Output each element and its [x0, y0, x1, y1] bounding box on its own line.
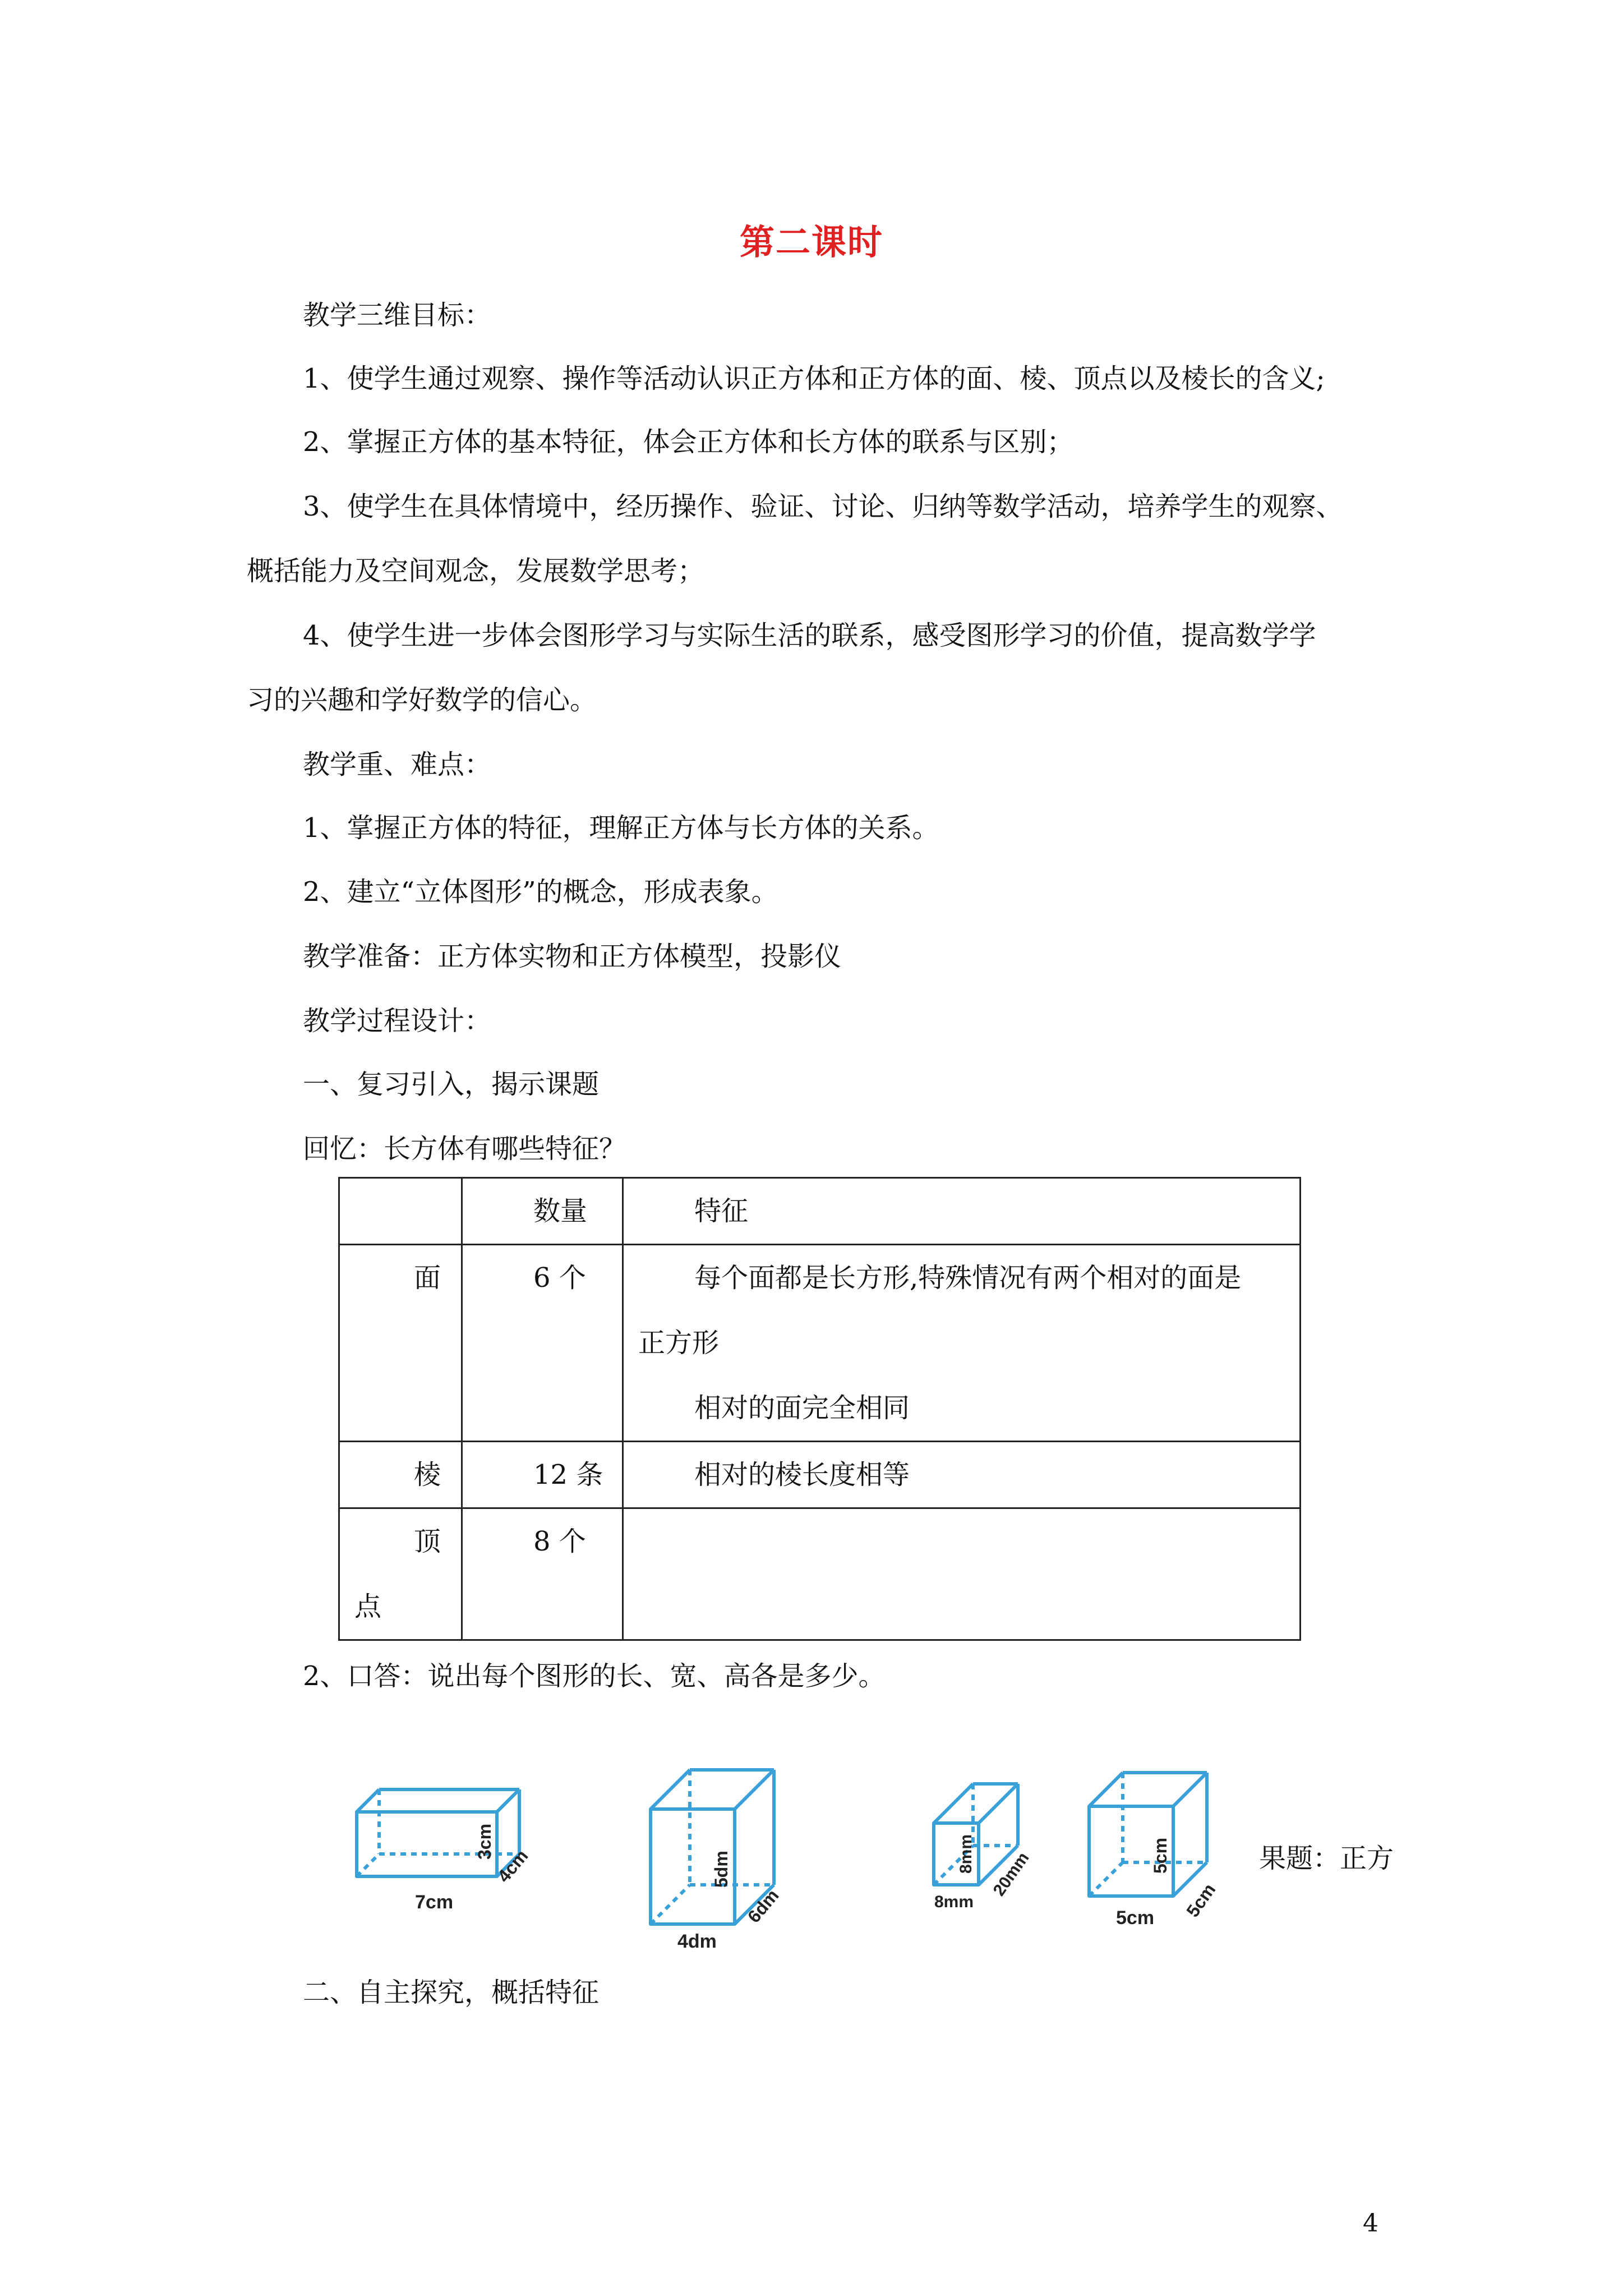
dimension-label: 5dm — [711, 1851, 731, 1888]
dimension-label: 5cm — [1150, 1837, 1170, 1874]
dimension-label: 20mm — [989, 1849, 1033, 1900]
process-heading: 教学过程设计： — [303, 1005, 492, 1037]
recall-question: 回忆：长方体有哪些特征？ — [303, 1133, 626, 1165]
oral-question: 2、口答：说出每个图形的长、宽、高各是多少。 — [303, 1660, 886, 1692]
goal-item: 4、使学生进一步体会图形学习与实际生活的联系，感受图形学习的价值，提高数学学 — [303, 620, 1316, 651]
dimension-label: 5cm — [1116, 1907, 1155, 1929]
cuboid-figure-1 — [357, 1789, 519, 1876]
table-cell-item: 面 — [339, 1245, 462, 1442]
table-row — [339, 1442, 1301, 1508]
goal-item-continued: 概括能力及空间观念，发展数学思考； — [247, 555, 705, 587]
table-cell-item: 顶 点 — [339, 1508, 462, 1640]
table-header-row — [339, 1178, 1301, 1245]
table-cell-count: 12 条 — [462, 1442, 623, 1508]
table-cell-count: 6 个 — [462, 1245, 623, 1442]
table-row — [339, 1245, 1301, 1442]
section-heading: 二、自主探究，概括特征 — [303, 1977, 600, 2008]
goal-item: 2、掌握正方体的基本特征，体会正方体和长方体的联系与区别； — [303, 426, 1074, 458]
dimension-label: 3cm — [474, 1823, 495, 1860]
table-cell-features — [623, 1508, 1301, 1640]
dimension-label: 4cm — [493, 1846, 532, 1887]
table-cell-features: 每个面都是长方形,特殊情况有两个相对的面是 正方形 相对的面完全相同 — [623, 1245, 1301, 1442]
dimension-label: 6dm — [743, 1885, 783, 1927]
table-row — [339, 1508, 1301, 1640]
goal-item-continued: 习的兴趣和学好数学的信心。 — [247, 684, 597, 716]
goal-item: 1、使学生通过观察、操作等活动认识正方体和正方体的面、棱、顶点以及棱长的含义; — [303, 363, 1325, 394]
page-number: 4 — [1363, 2209, 1378, 2238]
table-header-cell: 数量 — [462, 1178, 623, 1245]
key-point-item: 1、掌握正方体的特征，理解正方体与长方体的关系。 — [303, 812, 939, 844]
goals-heading: 教学三维目标： — [303, 300, 492, 331]
table-cell-features: 相对的棱长度相等 — [623, 1442, 1301, 1508]
dimension-label: 4dm — [677, 1931, 717, 1952]
key-points-heading: 教学重、难点： — [303, 749, 492, 780]
table-cell-count: 8 个 — [462, 1508, 623, 1640]
table-header-cell — [339, 1178, 462, 1245]
key-point-item: 2、建立“立体图形”的概念，形成表象。 — [303, 876, 778, 908]
table-cell-item: 棱 — [339, 1442, 462, 1508]
section-heading: 一、复习引入，揭示课题 — [303, 1069, 600, 1100]
dimension-label: 8mm — [957, 1834, 975, 1874]
solid-figures-illustration — [331, 1739, 1408, 1963]
dimension-label: 8mm — [934, 1893, 974, 1911]
goal-item: 3、使学生在具体情境中，经历操作、验证、讨论、归纳等数学活动，培养学生的观察、 — [303, 491, 1343, 522]
table-header-cell: 特征 — [623, 1178, 1301, 1245]
dimension-label: 5cm — [1182, 1879, 1220, 1921]
cuboid-features-table — [338, 1177, 1301, 1641]
cube-figure-4 — [1089, 1773, 1207, 1896]
preparation: 教学准备：正方体实物和正方体模型，投影仪 — [303, 941, 842, 972]
page-title: 第二课时 — [739, 222, 883, 263]
text-fragment: 果题：正方 — [1259, 1843, 1394, 1874]
dimension-label: 7cm — [415, 1892, 454, 1913]
